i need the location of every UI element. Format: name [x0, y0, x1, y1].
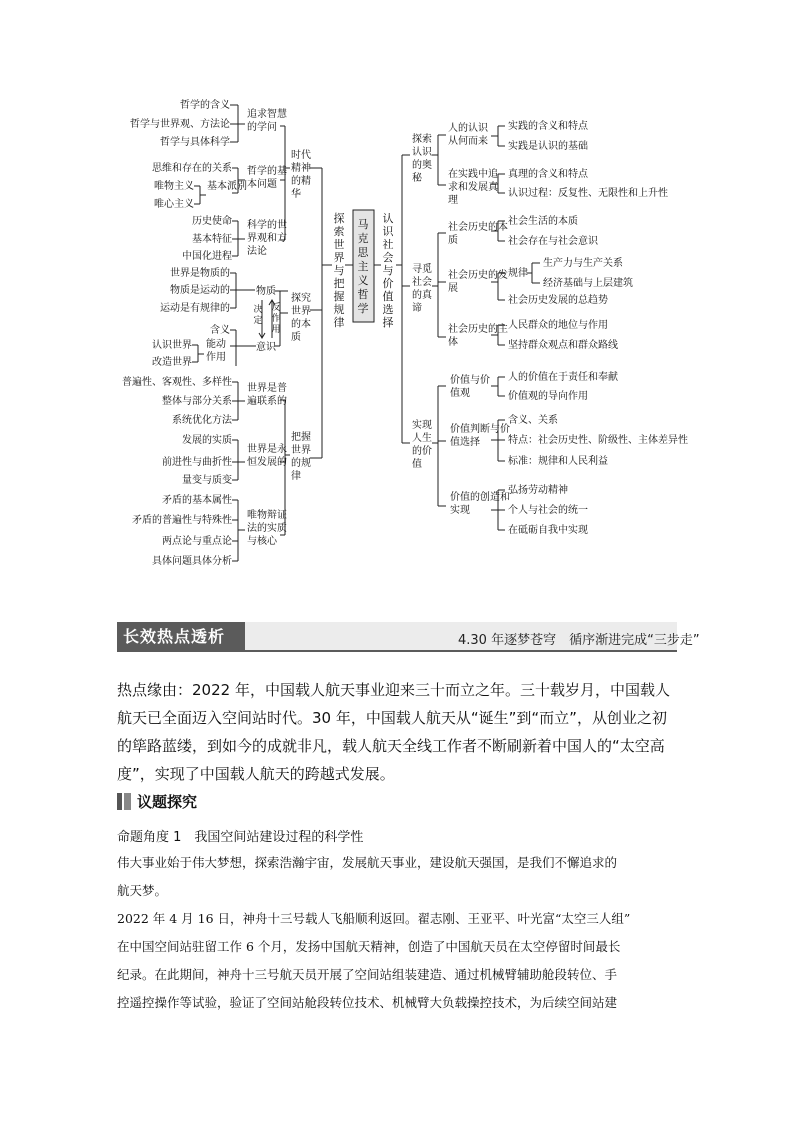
- mindmap-leaf: 量变与质变: [182, 475, 232, 486]
- mindmap-leaf: 人的价值在于责任和奉献: [508, 372, 618, 383]
- section-marker-light: [124, 793, 131, 810]
- mindmap-node: 追求智慧的学问: [247, 109, 287, 133]
- mindmap-node: 能动作用: [206, 339, 226, 363]
- mindmap-leaf: 具体问题具体分析: [152, 556, 232, 567]
- mindmap-node: 实现人生的价值: [412, 420, 432, 470]
- mindmap-leaf: 发展的实质: [182, 435, 232, 446]
- body-line: 伟大事业始于伟大梦想，探索浩瀚宇宙，发展航天事业，建设航天强国，是我们不懈追求的: [117, 855, 618, 870]
- mindmap-leaf: 物质是运动的: [170, 285, 230, 296]
- banner-bar: [245, 622, 700, 652]
- mindmap-leaf: 唯物主义: [154, 181, 194, 192]
- mindmap-node: 探究世界的本质: [291, 293, 311, 343]
- mindmap-node: 时代精神的精华: [291, 150, 311, 200]
- mindmap-node: 价值与价值观: [450, 375, 490, 399]
- mindmap-leaf: 中国化进程: [182, 251, 232, 262]
- mindmap-leaf: 整体与部分关系: [162, 396, 232, 407]
- mindmap-vertical-label: 马克思主义哲学: [357, 218, 369, 315]
- body-line: 在中国空间站驻留工作 6 个月，发扬中国航天精神，创造了中国航天员在太空停留时间最长: [117, 939, 621, 954]
- mindmap-node: 人的认识从何而来: [448, 123, 488, 147]
- mindmap-leaf: 唯心主义: [154, 199, 194, 210]
- body-line: 控遥控操作等试验，验证了空间站舱段转位技术、机械臂大负载操控技术，为后续空间站建: [117, 995, 618, 1010]
- mindmap-leaf: 矛盾的基本属性: [162, 495, 232, 506]
- mindmap-node: 价值判断与价值选择: [450, 424, 510, 448]
- mindmap-leaf: 社会生活的本质: [508, 216, 578, 227]
- mindmap-leaf: 标准：规律和人民利益: [508, 456, 608, 467]
- body-line: 纪录。在此期间，神舟十三号航天员开展了空间站组装建造、通过机械臂辅助舱段转位、手: [117, 967, 618, 982]
- mindmap-vertical-label: 探索世界与把握规律: [333, 212, 345, 329]
- mindmap-leaf: 世界是物质的: [170, 268, 230, 279]
- mindmap-leaf: 弘扬劳动精神: [508, 485, 568, 496]
- mindmap-leaf: 运动是有规律的: [160, 303, 230, 314]
- mindmap-leaf: 经济基础与上层建筑: [543, 278, 633, 289]
- mindmap-vertical-label: 决定: [253, 305, 263, 326]
- mindmap-node: 探索认识的奥秘: [412, 134, 432, 184]
- mindmap-leaf: 规律: [508, 268, 528, 279]
- body-line: 航天梦。: [117, 883, 168, 898]
- mindmap-leaf: 社会存在与社会意识: [508, 236, 598, 247]
- banner-title: 长效热点透析: [117, 622, 245, 652]
- mindmap-leaf: 个人与社会的统一: [508, 505, 588, 516]
- mindmap-leaf: 实践的含义和特点: [508, 121, 588, 132]
- section-title: 议题探究: [137, 793, 198, 811]
- mindmap-leaf: 普遍性、客观性、多样性: [122, 377, 232, 388]
- mindmap-leaf: 物质: [256, 286, 276, 297]
- mindmap-leaf: 矛盾的普遍性与特殊性: [132, 515, 232, 526]
- mindmap-leaf: 实践是认识的基础: [508, 141, 588, 152]
- mindmap-leaf: 哲学与具体科学: [160, 137, 230, 148]
- body-line: 2022 年 4 月 16 日，神舟十三号载人飞船顺利返回。翟志刚、王亚平、叶光富“太空三人组”: [117, 911, 631, 926]
- mindmap-leaf: 真理的含义和特点: [508, 169, 588, 180]
- mindmap-leaf: 坚持群众观点和群众路线: [508, 340, 618, 351]
- mindmap-leaf: 系统优化方法: [172, 415, 232, 426]
- mindmap-leaf: 哲学与世界观、方法论: [130, 119, 230, 130]
- mindmap-node: 价值的创造和实现: [450, 492, 510, 516]
- banner-subtitle: 4.30 年逐梦苍穹 循序渐进完成“三步走”: [458, 633, 700, 648]
- mindmap-vertical-label: 认识社会与价值选择: [382, 212, 394, 329]
- mindmap-node: 科学的世界观和方法论: [247, 220, 287, 257]
- mindmap-node: 社会历史的主体: [448, 324, 508, 348]
- mindmap-leaf: 含义: [210, 325, 230, 336]
- mindmap-node: 唯物辩证法的实质与核心: [247, 510, 287, 547]
- mindmap-leaf: 社会历史发展的总趋势: [508, 295, 608, 306]
- mindmap-leaf: 思维和存在的关系: [152, 163, 232, 174]
- mindmap-node: 哲学的基本问题: [247, 166, 287, 190]
- mindmap-leaf: 哲学的含义: [180, 100, 230, 111]
- hotspot-banner: [117, 622, 700, 652]
- hotspot-paragraph: 热点缘由：2022 年，中国载人航天事业迎来三十而立之年。三十载岁月，中国载人航天已全面迈入空间站时代。30 年，中国载人航天从“诞生”到“而立”，从创业之初的筚路蓝缕，到如今的成就非凡，载人航天全线工作者不断刷新着中国人的“太空高度”，实现了中国载人航天的跨越式发展。: [117, 681, 670, 783]
- mindmap-leaf: 前进性与曲折性: [162, 457, 232, 468]
- mindmap-node: 把握世界的规律: [291, 432, 311, 482]
- mindmap-leaf: 人民群众的地位与作用: [508, 320, 608, 331]
- mindmap-leaf: 生产力与生产关系: [543, 258, 623, 269]
- mindmap-leaf: 含义、关系: [508, 415, 558, 426]
- mindmap-node: 世界是永恒发展的: [247, 444, 287, 468]
- section-heading: [117, 790, 317, 814]
- mindmap-node: 社会历史的发展: [448, 270, 508, 294]
- section-marker: [117, 793, 122, 810]
- question-angle: 命题角度 1 我国空间站建设过程的科学性: [117, 830, 364, 845]
- mindmap-leaf: 价值观的导向作用: [508, 391, 588, 402]
- mindmap-leaf: 特点：社会历史性、阶级性、主体差异性: [508, 435, 688, 446]
- mindmap-leaf: 基本特征: [192, 234, 232, 245]
- mindmap-leaf: 基本派别: [207, 181, 247, 192]
- mindmap-leaf: 意识: [256, 342, 276, 353]
- mindmap-leaf: 认识过程：反复性、无限性和上升性: [508, 188, 668, 199]
- mindmap-node: 寻觅社会的真谛: [412, 264, 432, 314]
- mindmap-node: 世界是普遍联系的: [247, 383, 287, 407]
- mindmap-leaf: 在砥砺自我中实现: [508, 525, 588, 536]
- mindmap-leaf: 历史使命: [192, 216, 232, 227]
- mindmap-node: 社会历史的本质: [448, 222, 508, 246]
- mindmap-leaf: 两点论与重点论: [162, 536, 232, 547]
- mindmap-node: 在实践中追求和发展真理: [448, 169, 498, 206]
- mindmap-leaf: 认识世界: [152, 340, 192, 351]
- mindmap-vertical-label: 反作用: [271, 303, 281, 335]
- mindmap-leaf: 改造世界: [152, 357, 192, 368]
